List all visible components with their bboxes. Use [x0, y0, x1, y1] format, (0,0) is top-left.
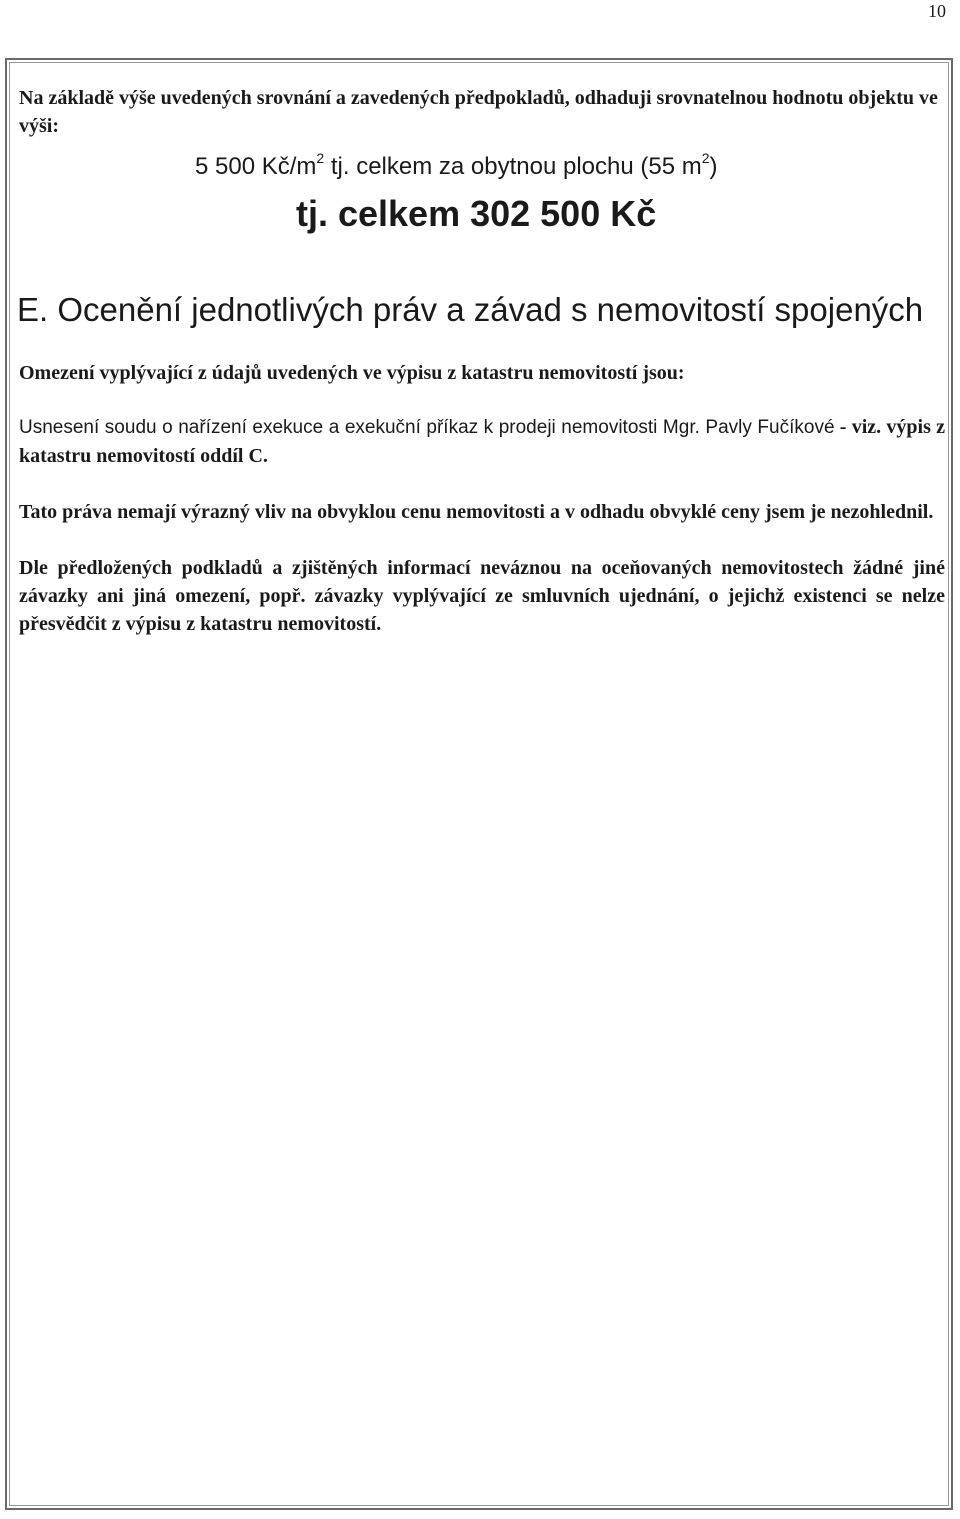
- section-heading-e: E. Ocenění jednotlivých práv a závad s nemovitostí spojených: [17, 291, 924, 328]
- price-superscript-2: 2: [701, 150, 710, 166]
- document-content: [19, 84, 945, 638]
- intro-paragraph: Na základě výše uvedených srovnání a zavedených předpokladů, odhaduji srovnatelnou hodnotu objektu ve výši:: [19, 87, 938, 137]
- resolution-text: Usnesení soudu o nařízení exekuce a exekuční příkaz k prodeji nemovitosti Mgr. Pavly Fučíkové: [19, 417, 835, 438]
- price-part-1: 5 500 Kč/m: [195, 153, 317, 180]
- court-resolution-paragraph: [19, 413, 945, 470]
- total-value-line: tj. celkem 302 500 Kč: [296, 193, 657, 234]
- conclusion-paragraph: Dle předložených podkladů a zjištěných informací neváznou na oceňovaných nemovitostech žádné jiné závazky ani jiná omezení, popř. závazky vyplývající ze smluvních ujednání, o jejichž existenci se nelze přesvědčit z výpisu z katastru nemovitostí.: [19, 557, 945, 635]
- price-per-m2-line: [195, 152, 945, 182]
- price-superscript-1: 2: [316, 150, 325, 166]
- resolution-reference: - viz. výpis z katastru nemovitostí oddíl C.: [19, 416, 945, 467]
- impact-paragraph: Tato práva nemají výrazný vliv na obvyklou cenu nemovitosti a v odhadu obvyklé ceny jsem je nezohlednil.: [19, 501, 934, 523]
- restrictions-title: Omezení vyplývající z údajů uvedených ve výpisu z katastru nemovitostí jsou:: [19, 362, 685, 384]
- price-part-2: tj. celkem za obytnou plochu (55 m: [324, 153, 702, 180]
- page-number: 10: [928, 1, 946, 21]
- price-part-3: ): [709, 153, 718, 180]
